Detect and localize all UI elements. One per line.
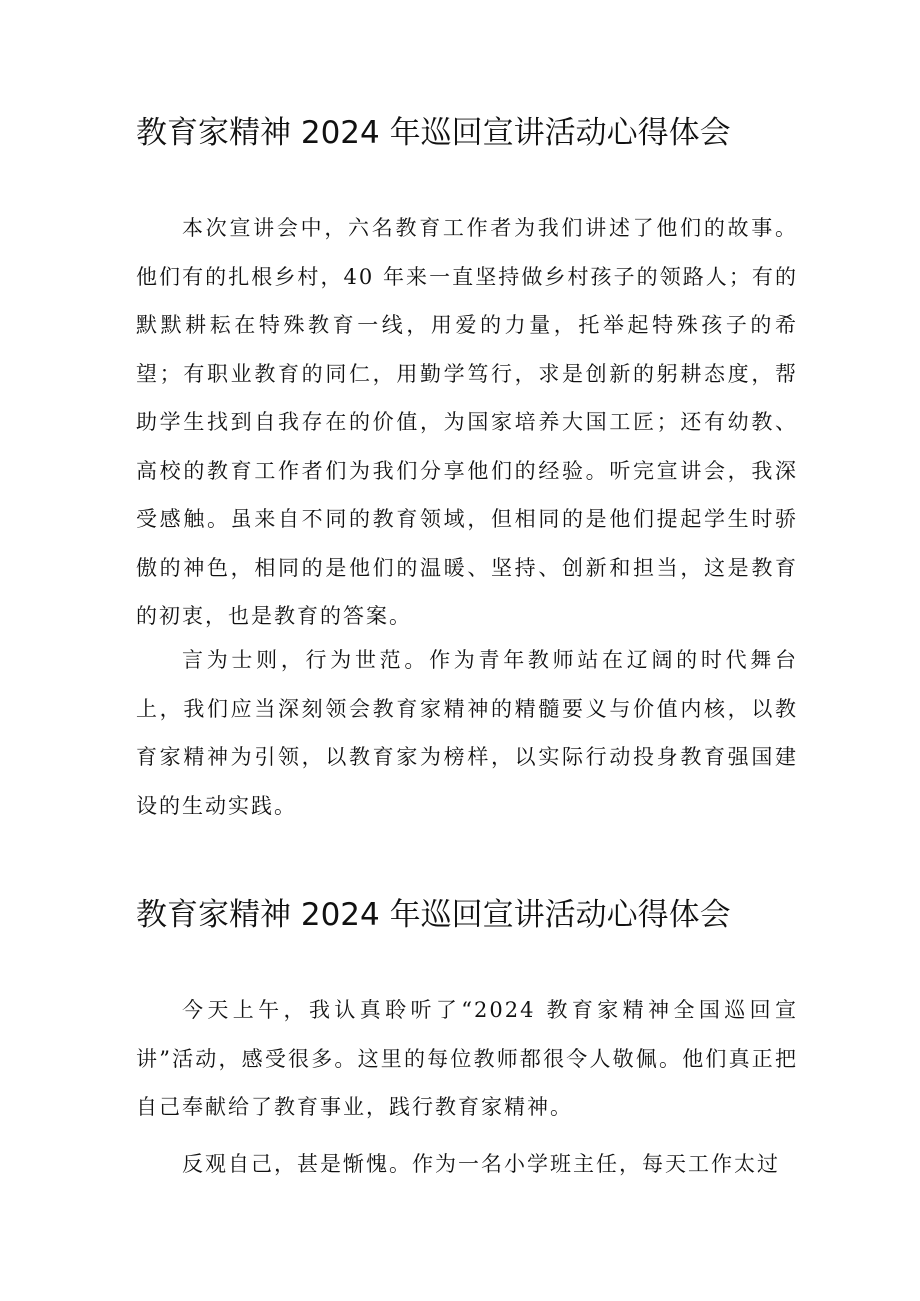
section-1-paragraph-1: 本次宣讲会中，六名教育工作者为我们讲述了他们的故事。他们有的扎根乡村，40 年来一直坚持做乡村孩子的领路人；有的默默耕耘在特殊教育一线，用爱的力量，托举起特殊孩子的希望；有职业教育的同仁，用勤学笃行，求是创新的躬耕态度，帮助学生找到自我存在的价值，为国家培养大国工匠；还有幼教、高校的教育工作者们为我们分享他们的经验。听完宣讲会，我深受感触。虽来自不同的教育领域，但相同的是他们提起学生时骄傲的神色，相同的是他们的温暖、坚持、创新和担当，这是教育的初衷，也是教育的答案。 [136, 216, 798, 628]
section-2-paragraph-2: 反观自己，甚是惭愧。作为一名小学班主任，每天工作太过 [182, 1152, 780, 1176]
section-1-paragraph-2: 言为士则，行为世范。作为青年教师站在辽阔的时代舞台上，我们应当深刻领会教育家精神的精髓要义与价值内核，以教育家精神为引领，以教育家为榜样，以实际行动投身教育强国建设的生动实践。 [136, 648, 798, 818]
section-1-title: 教育家精神 2024 年巡回宣讲活动心得体会 [136, 115, 731, 151]
section-2-paragraph-1: 今天上午，我认真聆听了“2024 教育家精神全国巡回宣讲”活动，感受很多。这里的每位教师都很令人敬佩。他们真正把自己奉献给了教育事业，践行教育家精神。 [136, 998, 798, 1119]
section-2-title: 教育家精神 2024 年巡回宣讲活动心得体会 [136, 897, 731, 933]
